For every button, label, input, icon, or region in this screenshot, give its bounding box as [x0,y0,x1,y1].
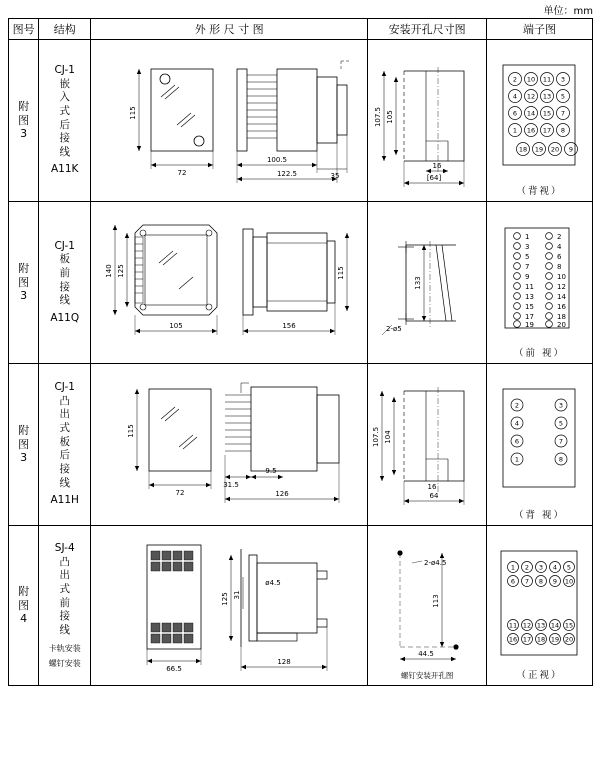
row4-struct-l6: 线 [59,624,70,636]
svg-text:10: 10 [564,577,574,585]
row1-mdim-105: 105 [386,109,395,124]
svg-text:11: 11 [542,75,552,83]
svg-text:7: 7 [524,577,530,585]
row4-dim-31: 31 [233,590,242,599]
svg-text:6: 6 [512,109,518,117]
svg-text:14: 14 [550,621,560,629]
row4-mdim-2xphi45: 2-ø4.5 [424,558,447,567]
svg-text:5: 5 [560,92,566,100]
table-row [9,364,593,526]
row3-dim-95: 9.5 [265,466,277,475]
row1-terminal-view-label: （背视） [516,186,563,197]
row4-dim-125: 125 [221,591,230,606]
row4-mdim-445: 44.5 [418,649,434,658]
svg-text:12: 12 [557,282,566,291]
row3-struct-l5: 后 [59,449,70,462]
svg-text:10: 10 [526,75,536,83]
row1-struct [39,40,91,202]
row2-no-ch3: 3 [20,289,28,303]
svg-text:16: 16 [526,126,536,134]
row3-struct-l2: 出 [59,408,70,421]
svg-text:8: 8 [538,577,544,585]
row1-no-ch2: 图 [18,113,30,127]
svg-text:15: 15 [564,621,574,629]
svg-text:9: 9 [552,577,558,585]
row3-struct-l4: 板 [59,435,70,448]
svg-text:5: 5 [558,419,564,427]
row1-mdim-1075: 107.5 [374,106,383,127]
svg-text:1: 1 [510,563,516,571]
row2-dim-115: 115 [337,265,346,280]
svg-text:15: 15 [542,109,552,117]
row2-struct-l4: 线 [59,294,70,307]
row2-struct-l3: 接 [59,280,70,293]
header-struct: 结构 [39,19,91,40]
row3-mount-drawing [368,364,487,526]
svg-text:4: 4 [514,419,520,427]
row1-struct-l1: 嵌 [59,77,70,90]
svg-text:11: 11 [508,621,518,629]
row1-dim-1005: 100.5 [267,155,288,164]
row3-no-ch2: 图 [18,437,30,451]
row1-struct-l4: 后 [59,118,70,131]
row3-no [9,364,39,526]
row3-mdim-104: 104 [384,429,393,444]
row4-mount-drawing [368,526,487,686]
row1-dim-115: 115 [129,105,138,120]
row2-struct-l2: 前 [59,266,70,279]
row4-terminal-drawing [487,526,593,686]
svg-text:3: 3 [538,563,544,571]
row3-outline-drawing [91,364,368,526]
svg-text:18: 18 [518,145,528,153]
svg-text:19: 19 [525,320,534,329]
row3-struct-l0: CJ-1 [54,381,75,394]
row3-terminal-drawing [487,364,593,526]
row1-dim-72: 72 [177,168,187,177]
svg-text:2: 2 [512,75,518,83]
row1-mount-drawing [368,40,487,202]
row3-dim-126: 126 [275,489,289,498]
row3-struct-l3: 式 [59,422,70,435]
row1-terminal-drawing [487,40,593,202]
svg-text:12: 12 [526,92,536,100]
svg-text:5: 5 [566,563,572,571]
row4-no-ch2: 图 [18,598,30,612]
svg-text:11: 11 [525,282,534,291]
row4-struct-l0: SJ-4 [54,542,75,555]
svg-text:17: 17 [522,635,532,643]
row2-mount-drawing [368,202,487,364]
row3-struct-l1: 凸 [59,394,70,407]
svg-text:6: 6 [514,437,520,445]
row3-dim-315: 31.5 [223,480,240,489]
svg-text:8: 8 [557,262,562,271]
svg-text:9: 9 [568,145,574,153]
row1-dim-1225: 122.5 [277,169,298,178]
row2-no [9,202,39,364]
svg-text:2: 2 [514,401,520,409]
svg-text:6: 6 [510,577,516,585]
table-row [9,40,593,202]
row3-dim-115: 115 [127,423,136,438]
header-mount: 安装开孔尺寸图 [368,19,487,40]
svg-text:9: 9 [525,272,530,281]
row4-struct-l5: 接 [59,610,70,623]
row3-mdim-1075: 107.5 [372,426,381,447]
svg-text:14: 14 [557,292,566,301]
dimension-table [8,18,593,686]
row3-no-ch3: 3 [20,451,28,465]
svg-text:19: 19 [550,635,560,643]
row4-struct-small-1: 螺钉安装 [48,659,81,669]
svg-text:1: 1 [512,126,518,134]
row2-dim-156: 156 [282,321,296,330]
row3-struct-l6: 接 [59,462,70,475]
row4-struct-l1: 凸 [59,555,70,568]
row2-dim-125: 125 [117,263,126,278]
row1-struct-code: A11K [51,163,79,176]
row3-mdim-64: 64 [429,491,439,500]
svg-text:20: 20 [550,145,560,153]
svg-text:3: 3 [558,401,564,409]
svg-text:17: 17 [525,312,534,321]
row3-struct-l7: 线 [59,476,70,489]
row4-no-ch3: 4 [20,612,28,626]
row4-struct-small-0: 卡轨安装 [48,643,81,653]
row3-struct-code: A11H [50,494,79,507]
row1-struct-l5: 接 [59,132,70,145]
svg-text:2: 2 [524,563,530,571]
svg-text:10: 10 [557,272,566,281]
row3-no-ch1: 附 [18,423,30,437]
row1-dim-35: 35 [330,171,340,180]
row4-outline-drawing [91,526,368,686]
table-row [9,202,593,364]
svg-text:17: 17 [542,126,552,134]
svg-text:13: 13 [542,92,552,100]
svg-text:18: 18 [557,312,566,321]
row4-dim-phi45: ø4.5 [265,578,281,587]
row2-no-ch1: 附 [18,261,30,275]
svg-text:3: 3 [560,75,566,83]
svg-text:12: 12 [522,621,532,629]
svg-text:2: 2 [557,232,562,241]
row2-struct-code: A11Q [50,311,80,324]
unit-note: 单位：mm [543,6,593,17]
svg-text:16: 16 [508,635,518,643]
row2-outline-drawing [91,202,368,364]
svg-text:5: 5 [525,252,530,261]
svg-text:7: 7 [560,109,566,117]
row4-no [9,526,39,686]
svg-text:1: 1 [514,455,520,463]
svg-text:15: 15 [525,302,534,311]
svg-text:6: 6 [557,252,562,261]
row1-struct-l3: 式 [59,104,70,117]
row4-mount-caption: 螺钉安装开孔图 [400,671,454,680]
row1-no-ch1: 附 [18,99,30,113]
header-outline: 外 形 尺 寸 图 [91,19,368,40]
svg-text:4: 4 [552,563,558,571]
row4-struct [39,526,91,686]
row1-no-ch3: 3 [20,127,28,141]
svg-text:7: 7 [525,262,530,271]
row4-struct-l4: 前 [59,596,70,609]
header-no: 图号 [9,19,39,40]
table-row [9,526,593,686]
row2-terminal-view-label: （前 视） [514,348,566,359]
row3-mdim-16: 16 [427,482,437,491]
row4-dim-665: 66.5 [166,664,183,673]
row4-struct-l3: 式 [59,583,70,596]
row2-struct-l0: CJ-1 [54,239,75,252]
svg-text:4: 4 [557,242,562,251]
row1-outline-drawing [91,40,368,202]
row1-struct-l0: CJ-1 [54,63,75,76]
row4-dim-128: 128 [277,657,291,666]
row3-terminal-view-label: （背 视） [514,510,566,521]
row4-mdim-113: 113 [432,593,441,608]
row1-struct-l6: 线 [59,145,70,158]
svg-text:1: 1 [525,232,530,241]
row2-struct [39,202,91,364]
svg-text:4: 4 [512,92,518,100]
row2-mdim-2xphi5: 2-ø5 [386,324,402,333]
row2-no-ch2: 图 [18,275,30,289]
svg-text:8: 8 [560,126,566,134]
row4-no-ch1: 附 [18,584,30,598]
svg-text:20: 20 [557,320,566,329]
svg-text:19: 19 [534,145,544,153]
row1-mdim-16: 16 [432,161,442,170]
svg-text:7: 7 [558,437,564,445]
svg-text:13: 13 [536,621,546,629]
svg-text:8: 8 [558,455,564,463]
svg-text:14: 14 [526,109,536,117]
svg-text:18: 18 [536,635,546,643]
row1-struct-l2: 入 [59,91,70,104]
row1-no [9,40,39,202]
row2-dim-140: 140 [105,263,114,278]
row4-struct-l2: 出 [59,569,70,582]
row2-terminal-drawing [487,202,593,364]
row3-dim-72: 72 [175,488,185,497]
table-header-row [9,19,593,40]
row2-dim-105: 105 [169,321,183,330]
row2-struct-l1: 板 [59,253,70,266]
row4-terminal-view-label: （正视） [516,670,563,681]
svg-text:16: 16 [557,302,566,311]
svg-text:13: 13 [525,292,534,301]
header-terminal: 端子图 [487,19,593,40]
svg-text:20: 20 [564,635,574,643]
row2-mdim-133: 133 [414,275,423,290]
row3-struct [39,364,91,526]
row1-mdim-64: [64] [426,173,442,182]
svg-text:3: 3 [525,242,530,251]
